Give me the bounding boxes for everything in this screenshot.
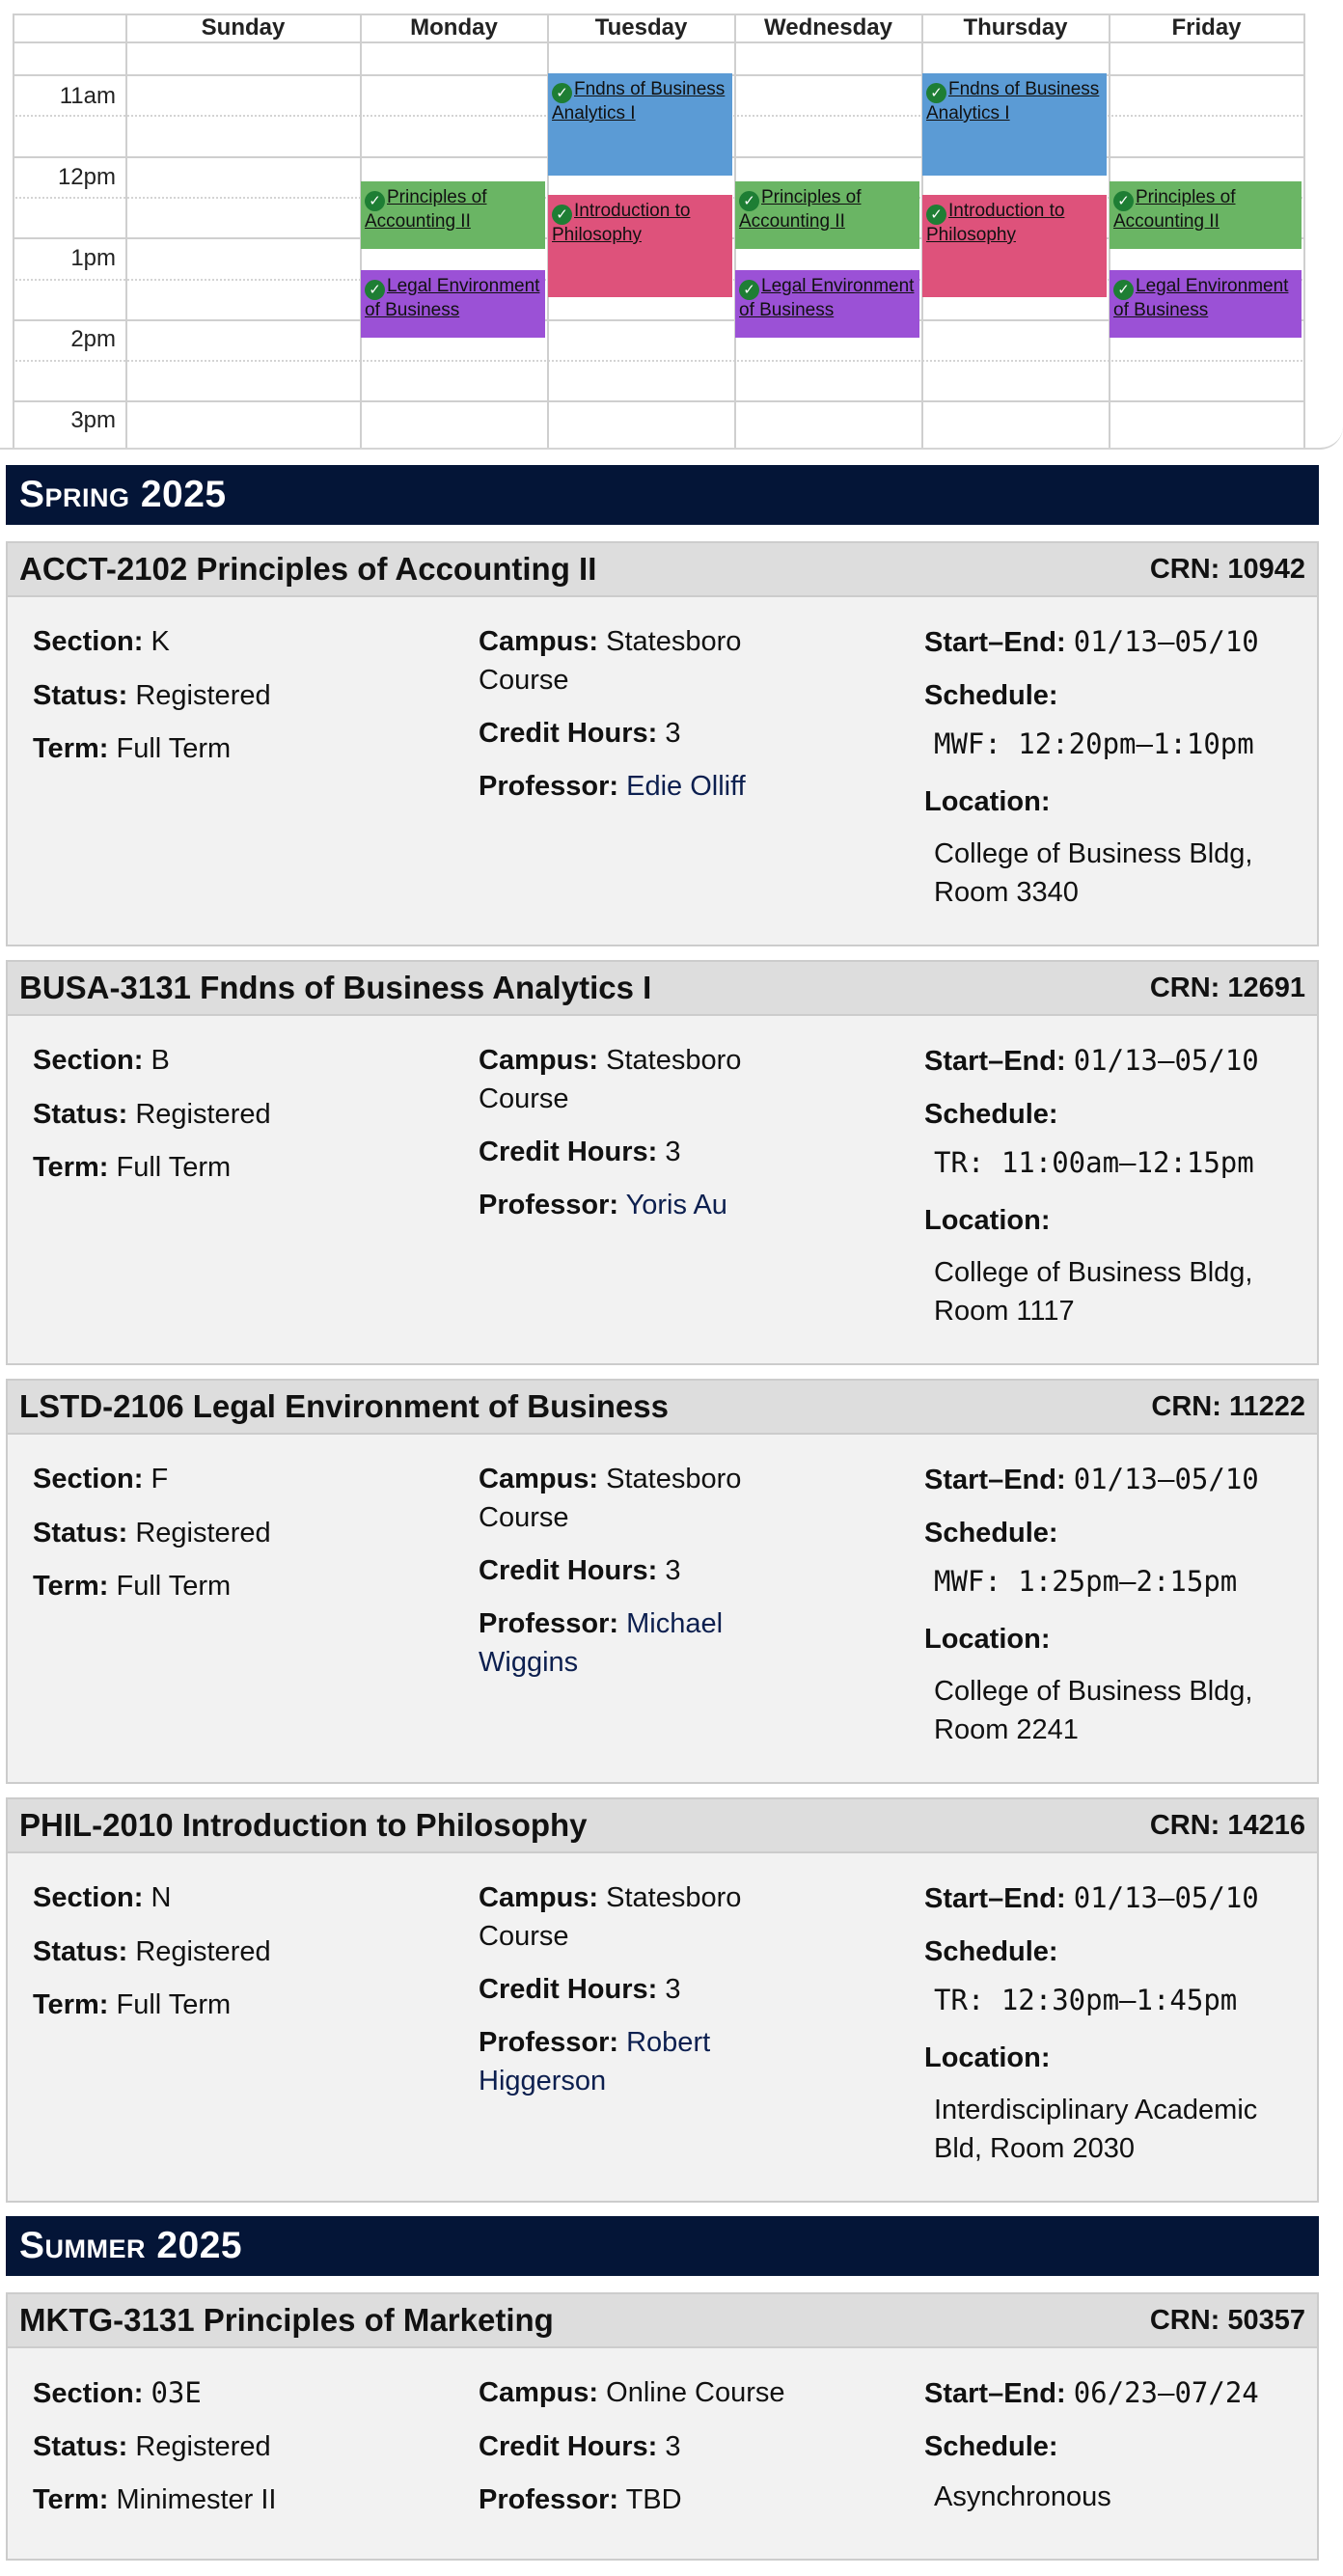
term-header-spring-2025: Spring 2025	[6, 465, 1319, 525]
field-label: Section:	[33, 1464, 144, 1494]
field-label: Term:	[33, 1152, 109, 1183]
field-label: Campus:	[479, 1045, 599, 1076]
section-field	[33, 622, 170, 661]
field-label: Campus:	[479, 2377, 599, 2408]
start-end-field	[924, 622, 1259, 662]
calendar-event-acct2102[interactable]	[361, 181, 545, 249]
check-icon: ✓	[739, 280, 759, 300]
course-title: MKTG-3131 Principles of Marketing	[19, 2302, 554, 2338]
day-header-friday: Friday	[1171, 14, 1242, 41]
location-value: College of Business Bldg, Room 3340	[934, 838, 1253, 908]
check-icon: ✓	[926, 83, 946, 103]
section-field	[33, 1878, 171, 1917]
event-title: Principles of Accounting II	[1113, 187, 1236, 232]
location-label	[924, 1620, 1051, 1658]
schedule-value: Asynchronous	[934, 2481, 1111, 2512]
field-label: Professor:	[479, 2484, 619, 2515]
field-label: Professor:	[479, 771, 619, 802]
field-value: Registered	[135, 1099, 271, 1130]
term-field	[33, 729, 231, 768]
term-field	[33, 1986, 231, 2024]
schedule-value: MWF: 1:25pm–2:15pm	[934, 1565, 1238, 1598]
field-value: Statesboro Course	[479, 626, 742, 696]
field-value: Registered	[135, 2431, 271, 2462]
professor-field	[479, 1186, 807, 1224]
check-icon: ✓	[1113, 280, 1134, 300]
course-crn: CRN: 10942	[1149, 554, 1305, 585]
calendar-event-phil2010[interactable]	[922, 195, 1107, 297]
schedule-label	[924, 1514, 1058, 1552]
field-value: Statesboro Course	[479, 1882, 742, 1952]
course-title: LSTD-2106 Legal Environment of Business	[19, 1388, 669, 1424]
field-label: Professor:	[479, 1608, 619, 1639]
field-value: 3	[665, 1137, 681, 1167]
field-label: Status:	[33, 2431, 128, 2462]
credit-hours-field	[479, 1551, 681, 1590]
day-header-thursday: Thursday	[963, 14, 1068, 41]
course-card-lstd2106	[6, 1379, 1319, 1784]
field-label: Status:	[33, 1099, 128, 1130]
course-crn: CRN: 14216	[1149, 1810, 1305, 1841]
field-value: Full Term	[116, 733, 232, 764]
campus-field	[479, 2373, 785, 2412]
field-label: Section:	[33, 626, 144, 657]
course-card-header	[8, 1381, 1317, 1435]
field-label: Status:	[33, 1518, 128, 1548]
schedule-label	[924, 2427, 1058, 2466]
grid-line	[13, 360, 1305, 362]
status-field	[33, 1095, 271, 1134]
check-icon: ✓	[1113, 191, 1134, 211]
professor-field	[479, 767, 807, 806]
field-label: Start–End:	[924, 1046, 1066, 1077]
day-header-tuesday: Tuesday	[594, 14, 688, 41]
field-label: Term:	[33, 1571, 109, 1602]
field-value: 01/13–05/10	[1073, 625, 1259, 658]
course-crn: CRN: 12691	[1149, 973, 1305, 1003]
field-value: 3	[665, 1555, 681, 1586]
field-value: Registered	[135, 680, 271, 711]
field-label: Start–End:	[924, 1883, 1066, 1914]
calendar-event-busa3131[interactable]	[548, 73, 732, 176]
field-value: Statesboro Course	[479, 1464, 742, 1533]
status-field	[33, 1932, 271, 1971]
course-card-header	[8, 1799, 1317, 1853]
professor-field	[479, 2480, 682, 2519]
field-value: Online Course	[606, 2377, 785, 2408]
schedule-value: TR: 11:00am–12:15pm	[934, 1146, 1254, 1179]
field-label: Start–End:	[924, 627, 1066, 658]
field-value: Full Term	[116, 1989, 232, 2020]
location-label	[924, 1201, 1051, 1240]
field-label: Credit Hours:	[479, 718, 658, 749]
weekly-calendar	[0, 0, 1343, 450]
event-title: Introduction to Philosophy	[926, 201, 1065, 245]
field-value: 01/13–05/10	[1073, 1881, 1259, 1914]
field-label: Location:	[924, 1205, 1051, 1236]
course-card-mktg3131	[6, 2292, 1319, 2561]
time-label: 2pm	[70, 326, 116, 352]
professor-link[interactable]: Robert Higgerson	[479, 2027, 711, 2096]
calendar-event-lstd2106[interactable]	[1110, 270, 1302, 338]
event-title: Principles of Accounting II	[739, 187, 862, 232]
grid-column-line	[125, 14, 127, 448]
time-label: 12pm	[57, 164, 116, 190]
course-card-acct2102	[6, 541, 1319, 946]
course-title: BUSA-3131 Fndns of Business Analytics I	[19, 970, 652, 1005]
field-label: Schedule:	[924, 1518, 1058, 1548]
course-card-header	[8, 543, 1317, 597]
field-value: Full Term	[116, 1571, 232, 1602]
field-value: 3	[665, 2431, 681, 2462]
location-value: College of Business Bldg, Room 2241	[934, 1676, 1253, 1745]
field-value: N	[151, 1882, 172, 1913]
field-label: Schedule:	[924, 1099, 1058, 1130]
field-label: Section:	[33, 1882, 144, 1913]
field-value: 06/23–07/24	[1073, 2376, 1259, 2409]
field-label: Credit Hours:	[479, 2431, 658, 2462]
check-icon: ✓	[365, 191, 385, 211]
term-field	[33, 2480, 276, 2519]
field-label: Campus:	[479, 1882, 599, 1913]
field-label: Term:	[33, 1989, 109, 2020]
field-value: Full Term	[116, 1152, 232, 1183]
field-label: Location:	[924, 1624, 1051, 1655]
grid-line	[13, 41, 1305, 43]
course-crn: CRN: 50357	[1149, 2305, 1305, 2336]
schedule-value: TR: 12:30pm–1:45pm	[934, 1984, 1238, 2016]
field-value: 03E	[151, 2376, 202, 2409]
term-header-summer-2025: Summer 2025	[6, 2216, 1319, 2276]
start-end-field	[924, 1878, 1259, 1918]
schedule-label	[924, 1095, 1058, 1134]
field-label: Campus:	[479, 626, 599, 657]
event-title: Fndns of Business Analytics I	[552, 79, 726, 123]
course-card-busa3131	[6, 960, 1319, 1365]
campus-field	[479, 1041, 787, 1118]
check-icon: ✓	[365, 280, 385, 300]
location-label	[924, 2039, 1051, 2077]
field-label: Location:	[924, 786, 1051, 817]
grid-column-line	[13, 14, 14, 448]
calendar-event-acct2102[interactable]	[735, 181, 919, 249]
status-field	[33, 676, 271, 715]
course-crn: CRN: 11222	[1151, 1391, 1305, 1422]
calendar-event-phil2010[interactable]	[548, 195, 732, 297]
field-value: B	[151, 1045, 170, 1076]
event-title: Legal Environment of Business	[739, 276, 915, 320]
campus-field	[479, 622, 787, 699]
event-title: Fndns of Business Analytics I	[926, 79, 1100, 123]
location-value: Interdisciplinary Academic Bld, Room 2030	[934, 2095, 1258, 2164]
day-header-sunday: Sunday	[201, 14, 286, 41]
day-header-monday: Monday	[410, 14, 498, 41]
schedule-label	[924, 676, 1058, 715]
credit-hours-field	[479, 1970, 681, 2009]
status-field	[33, 1514, 271, 1552]
field-value: Registered	[135, 1936, 271, 1967]
field-label: Term:	[33, 733, 109, 764]
professor-field	[479, 1604, 807, 1682]
field-label: Credit Hours:	[479, 1555, 658, 1586]
check-icon: ✓	[739, 191, 759, 211]
field-label: Start–End:	[924, 2378, 1066, 2409]
event-title: Legal Environment of Business	[365, 276, 540, 320]
field-value: Registered	[135, 1518, 271, 1548]
term-field	[33, 1567, 231, 1605]
schedule-label	[924, 1932, 1058, 1971]
calendar-event-lstd2106[interactable]	[735, 270, 919, 338]
campus-field	[479, 1878, 787, 1956]
event-title: Legal Environment of Business	[1113, 276, 1289, 320]
field-label: Credit Hours:	[479, 1137, 658, 1167]
field-label: Term:	[33, 2484, 109, 2515]
field-label: Campus:	[479, 1464, 599, 1494]
location-value: College of Business Bldg, Room 1117	[934, 1257, 1253, 1327]
check-icon: ✓	[552, 83, 572, 103]
course-card-header	[8, 962, 1317, 1016]
course-title: PHIL-2010 Introduction to Philosophy	[19, 1807, 588, 1843]
event-title: Introduction to Philosophy	[552, 201, 691, 245]
credit-hours-field	[479, 714, 681, 753]
field-label: Schedule:	[924, 680, 1058, 711]
field-label: Status:	[33, 680, 128, 711]
section-field	[33, 1041, 170, 1080]
check-icon: ✓	[552, 205, 572, 225]
field-value: 3	[665, 718, 681, 749]
field-value: Statesboro Course	[479, 1045, 742, 1114]
field-value: K	[151, 626, 170, 657]
field-label: Credit Hours:	[479, 1974, 658, 2005]
field-value: 01/13–05/10	[1073, 1463, 1259, 1495]
calendar-event-acct2102[interactable]	[1110, 181, 1302, 249]
time-label: 11am	[59, 83, 116, 109]
field-label: Section:	[33, 1045, 144, 1076]
day-header-wednesday: Wednesday	[764, 14, 892, 41]
schedule-value: MWF: 12:20pm–1:10pm	[934, 727, 1254, 760]
section-field	[33, 2373, 202, 2413]
professor-link[interactable]: Edie Olliff	[626, 771, 746, 802]
term-field	[33, 1148, 231, 1187]
time-label: 3pm	[70, 407, 116, 433]
course-title: ACCT-2102 Principles of Accounting II	[19, 551, 597, 587]
credit-hours-field	[479, 1133, 681, 1171]
location-label	[924, 782, 1051, 821]
calendar-event-lstd2106[interactable]	[361, 270, 545, 338]
start-end-field	[924, 1460, 1259, 1499]
field-label: Start–End:	[924, 1465, 1066, 1495]
field-label: Professor:	[479, 2027, 619, 2058]
professor-field	[479, 2023, 807, 2100]
calendar-event-busa3131[interactable]	[922, 73, 1107, 176]
field-value: TBD	[625, 2484, 682, 2515]
professor-link[interactable]: Michael Wiggins	[479, 1608, 724, 1678]
field-label: Schedule:	[924, 1936, 1058, 1967]
check-icon: ✓	[926, 205, 946, 225]
start-end-field	[924, 2373, 1259, 2413]
field-value: 01/13–05/10	[1073, 1044, 1259, 1077]
course-card-header	[8, 2294, 1317, 2348]
field-value: Minimester II	[116, 2484, 277, 2515]
section-field	[33, 1460, 168, 1498]
field-label: Location:	[924, 2042, 1051, 2073]
grid-column-line	[1303, 14, 1305, 448]
grid-line	[13, 400, 1305, 402]
field-value: 3	[665, 1974, 681, 2005]
professor-link[interactable]: Yoris Au	[625, 1190, 727, 1220]
field-label: Section:	[33, 2378, 144, 2409]
time-label: 1pm	[70, 245, 116, 271]
field-label: Professor:	[479, 1190, 619, 1220]
field-value: F	[151, 1464, 169, 1494]
credit-hours-field	[479, 2427, 681, 2466]
event-title: Principles of Accounting II	[365, 187, 487, 232]
course-card-phil2010	[6, 1797, 1319, 2203]
field-label: Status:	[33, 1936, 128, 1967]
status-field	[33, 2427, 271, 2466]
campus-field	[479, 1460, 787, 1537]
field-label: Schedule:	[924, 2431, 1058, 2462]
start-end-field	[924, 1041, 1259, 1081]
